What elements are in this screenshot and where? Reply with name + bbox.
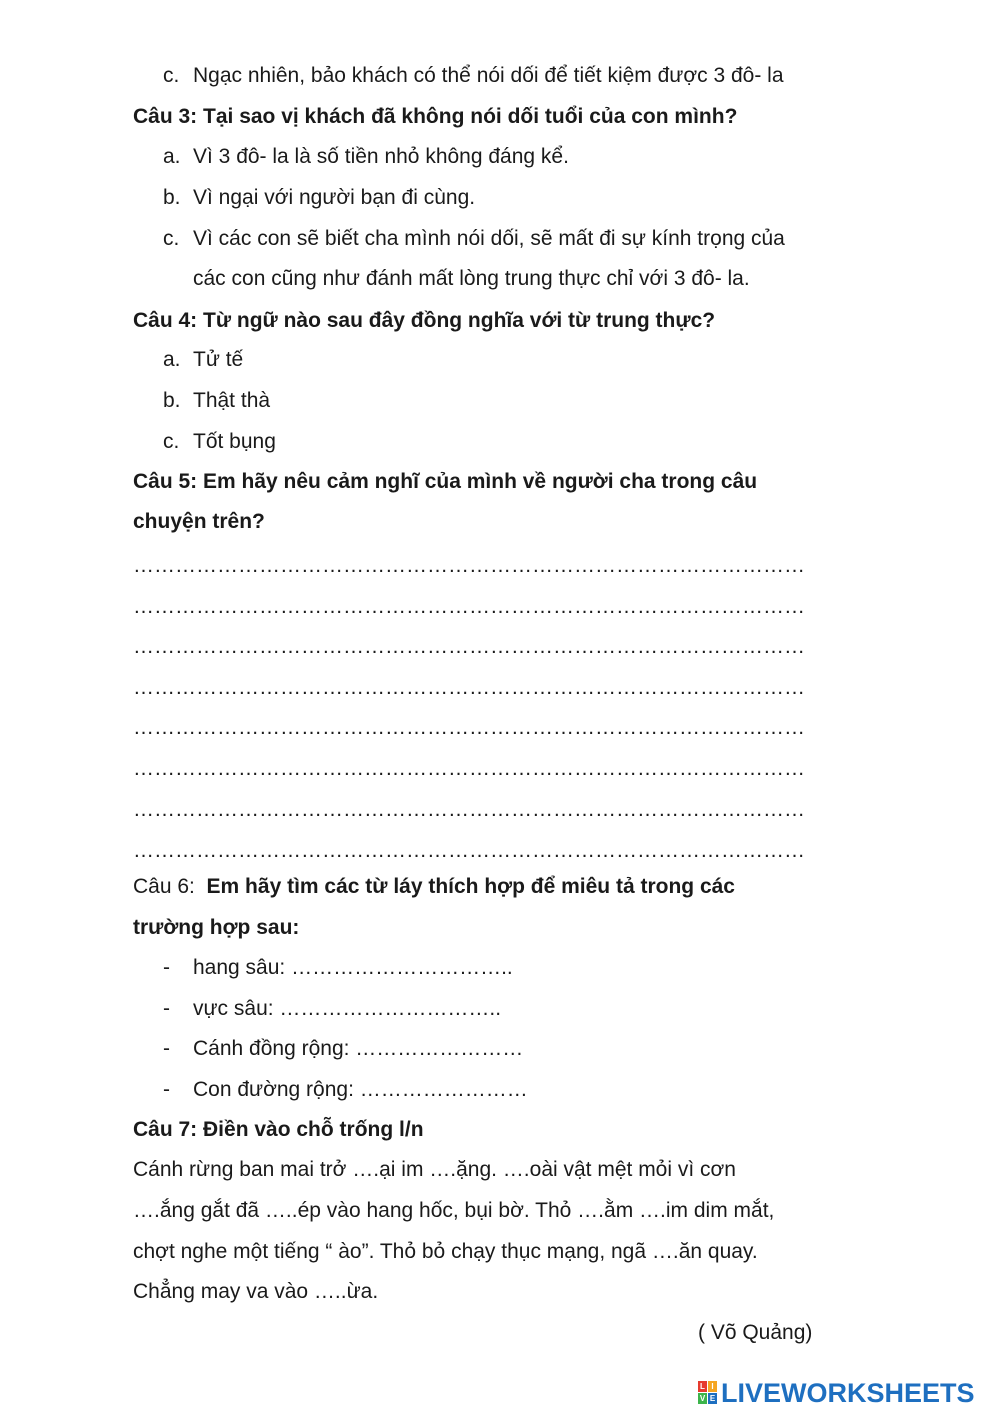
logo-letter: I [708,1381,717,1392]
q6-title-line2: trường hợp sau: [133,916,300,939]
option-letter: a. [163,348,181,371]
bullet: - [163,956,170,979]
option-text: Tốt bụng [193,430,276,453]
q5-answer-line[interactable]: …………………………………………………………………………………… [133,716,805,739]
bullet: - [163,1037,170,1060]
logo-letter: V [699,1394,706,1403]
q7-passage-line[interactable]: Cánh rừng ban mai trở ….ại im ….ặng. ….oài vật mệt mỏi vì cơn [133,1158,736,1181]
q7-passage-line[interactable]: chợt nghe một tiếng “ ào”. Thỏ bỏ chạy thục mạng, ngã ….ăn quay. [133,1240,758,1263]
q5-answer-line[interactable]: …………………………………………………………………………………… [133,676,805,699]
option-letter: a. [163,145,181,168]
q4-title: Câu 4: Từ ngữ nào sau đây đồng nghĩa với từ trung thực? [133,309,716,332]
option-letter: c. [163,64,180,87]
bullet: - [163,1078,170,1101]
q5-answer-line[interactable]: …………………………………………………………………………………… [133,757,805,780]
q6-title-text: Em hãy tìm các từ láy thích hợp để miêu tả trong các [206,875,735,898]
q5-answer-line[interactable]: …………………………………………………………………………………… [133,635,805,658]
option-text: Thật thà [193,389,271,412]
q3-option-c-continuation: các con cũng như đánh mất lòng trung thực chỉ với 3 đô- la. [193,267,750,290]
q5-answer-line[interactable]: …………………………………………………………………………………… [133,798,805,821]
option-text: Ngạc nhiên, bảo khách có thể nói dối để tiết kiệm được 3 đô- la [193,64,784,87]
q7-passage-line[interactable]: Chẳng may va vào …..ừa. [133,1280,379,1303]
option-text: Vì 3 đô- la là số tiền nhỏ không đáng kể. [193,145,569,168]
option-text: Vì các con sẽ biết cha mình nói dối, sẽ mất đi sự kính trọng của [193,227,785,250]
q6-title-line1 [133,874,735,900]
logo-letter: L [698,1381,707,1392]
q6-item-text[interactable]: Cánh đồng rộng: …………………… [193,1037,524,1060]
q6-label: Câu 6: [133,875,195,898]
option-letter: c. [163,227,180,250]
brand-name: LIVEWORKSHEETS [721,1377,975,1408]
option-letter: b. [163,389,181,412]
q5-answer-line[interactable]: …………………………………………………………………………………… [133,554,805,577]
option-text: Vì ngại với người bạn đi cùng. [193,186,476,209]
q5-title-line1: Câu 5: Em hãy nêu cảm nghĩ của mình về người cha trong câu [133,470,758,493]
q7-passage-line[interactable]: ….ắng gắt đã …..ép vào hang hốc, bụi bờ. Thỏ ….ằm ….im dim mắt, [133,1199,775,1222]
liveworksheets-logo-icon [698,1381,718,1405]
q5-answer-line[interactable]: …………………………………………………………………………………… [133,839,805,862]
q7-title: Câu 7: Điền vào chỗ trống l/n [133,1118,424,1141]
q3-title: Câu 3: Tại sao vị khách đã không nói dối tuổi của con mình? [133,105,738,128]
author-credit: ( Võ Quảng) [698,1321,813,1344]
option-text: Tử tế [193,348,244,371]
option-letter: c. [163,430,180,453]
q6-item-text[interactable]: hang sâu: ………………………….. [193,956,513,979]
bullet: - [163,997,170,1020]
q5-answer-line[interactable]: …………………………………………………………………………………… [133,595,805,618]
q5-title-line2: chuyện trên? [133,510,265,533]
liveworksheets-brand [698,1378,975,1408]
q6-item-text[interactable]: Con đường rộng: …………………… [193,1078,528,1101]
q6-item-text[interactable]: vực sâu: ………………………….. [193,997,502,1020]
option-letter: b. [163,186,181,209]
logo-letter: E [709,1394,716,1403]
